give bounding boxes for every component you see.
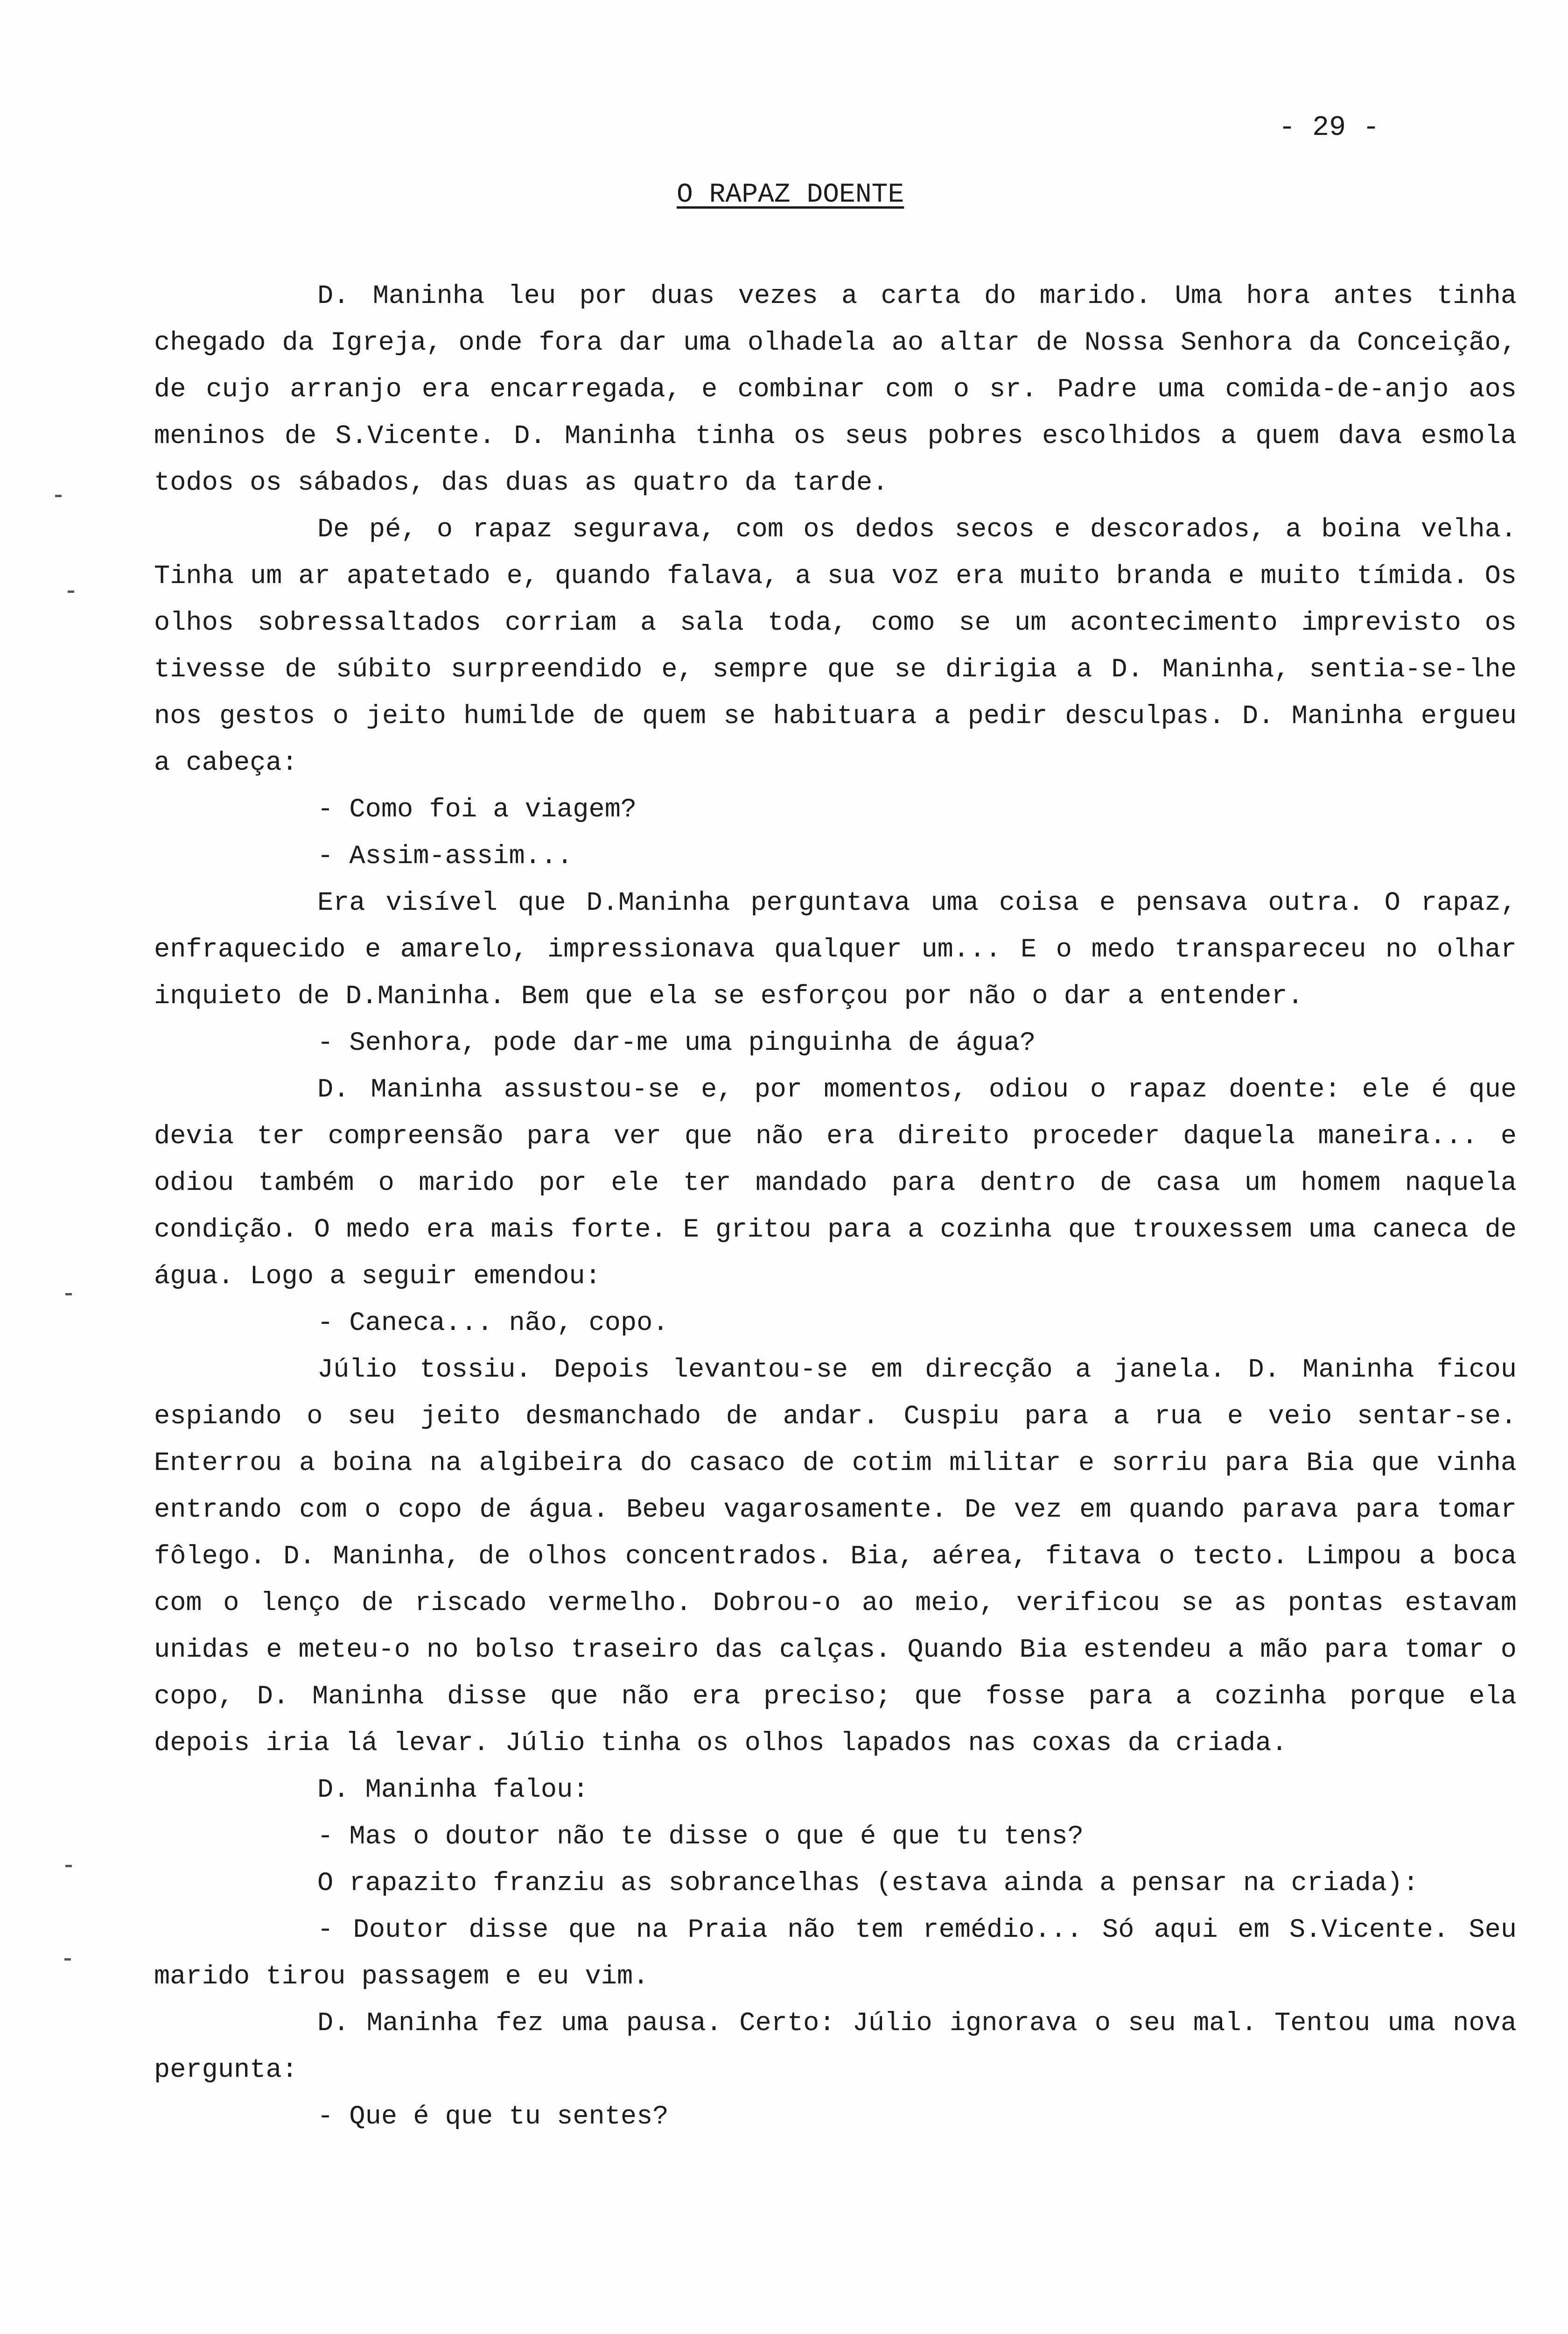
dialogue-line: - Mas o doutor não te disse o que é que tu tens? [317,1822,1084,1852]
dialogue-line: - Senhora, pode dar-me uma pinguinha de água? [317,1028,1036,1058]
dialogue-line: - Doutor disse que na Praia não tem remédio... Só aqui em S.Vicente. Seu marido tirou passagem e eu vim. [154,1915,1517,1992]
paragraph: D. Maninha leu por duas vezes a carta do marido. Uma hora antes tinha chegado da Igreja, onde fora dar uma olhadela ao altar de Nossa Senhora da Conceição, de cujo arranjo era encarregada, e combinar com o sr. Padre uma comida-de-anjo aos meninos de S.Vicente. D. Maninha tinha os seus pobres escolhidos a quem dava esmola todos os sábados, das duas as quatro da tarde. [154,281,1517,498]
paragraph: D. Maninha fez uma pausa. Certo: Júlio ignorava o seu mal. Tentou uma nova pergunta: [154,2009,1517,2085]
dialogue-line: - Como foi a viagem? [317,795,637,825]
margin-mark [65,1293,72,1295]
dialogue-line: - Que é que tu sentes? [317,2102,669,2132]
dialogue-line: - Assim-assim... [317,842,573,872]
margin-mark [64,1958,71,1961]
paragraph: D. Maninha assustou-se e, por momentos, odiou o rapaz doente: ele é que devia ter compreensão para ver que não era direito proceder daquela maneira... e odiou também o marido por ele ter mandado para dentro de casa um homem naquela condição. O medo era mais forte. E gritou para a cozinha que trouxessem uma caneca de água. Logo a seguir emendou: [154,1075,1517,1292]
margin-mark [65,1865,72,1867]
margin-mark [68,591,74,593]
paragraph: De pé, o rapaz segurava, com os dedos secos e descorados, a boina velha. Tinha um ar apatetado e, quando falava, a sua voz era muito branda e muito tímida. Os olhos sobressaltados corriam a sala toda, como se um acontecimento imprevisto os tivesse de súbito surpreendido e, sempre que se dirigia a D. Maninha, sentia-se-lhe nos gestos o jeito humilde de quem se habituara a pedir desculpas. D. Maninha ergueu a cabeça: [154,515,1517,778]
dialogue-line: - Caneca... não, copo. [317,1308,669,1338]
paragraph: Júlio tossiu. Depois levantou-se em direcção a janela. D. Maninha ficou espiando o seu jeito desmanchado de andar. Cuspiu para a rua e veio sentar-se. Enterrou a boina na algibeira do casaco de cotim militar e sorriu para Bia que vinha entrando com o copo de água. Bebeu vagarosamente. De vez em quando parava para tomar fôlego. D. Maninha, de olhos concentrados. Bia, aérea, fitava o tecto. Limpou a boca com o lenço de riscado vermelho. Dobrou-o ao meio, verificou se as pontas estavam unidas e meteu-o no bolso traseiro das calças. Quando Bia estendeu a mão para tomar o copo, D. Maninha disse que não era preciso; que fosse para a cozinha porque ela depois iria lá levar. Júlio tinha os olhos lapados nas coxas da criada. [154,1355,1517,1758]
chapter-title: O RAPAZ DOENTE [677,180,904,210]
margin-mark [55,495,62,497]
paragraph: O rapazito franziu as sobrancelhas (estava ainda a pensar na criada): [317,1869,1419,1898]
body-text [154,273,1517,2140]
paragraph: Era visível que D.Maninha perguntava uma coisa e pensava outra. O rapaz, enfraquecido e amarelo, impressionava qualquer um... E o medo transpareceu no olhar inquieto de D.Maninha. Bem que ela se esforçou por não o dar a entender. [154,888,1517,1012]
paragraph: D. Maninha falou: [317,1775,589,1805]
page-number: - 29 - [1279,112,1380,144]
